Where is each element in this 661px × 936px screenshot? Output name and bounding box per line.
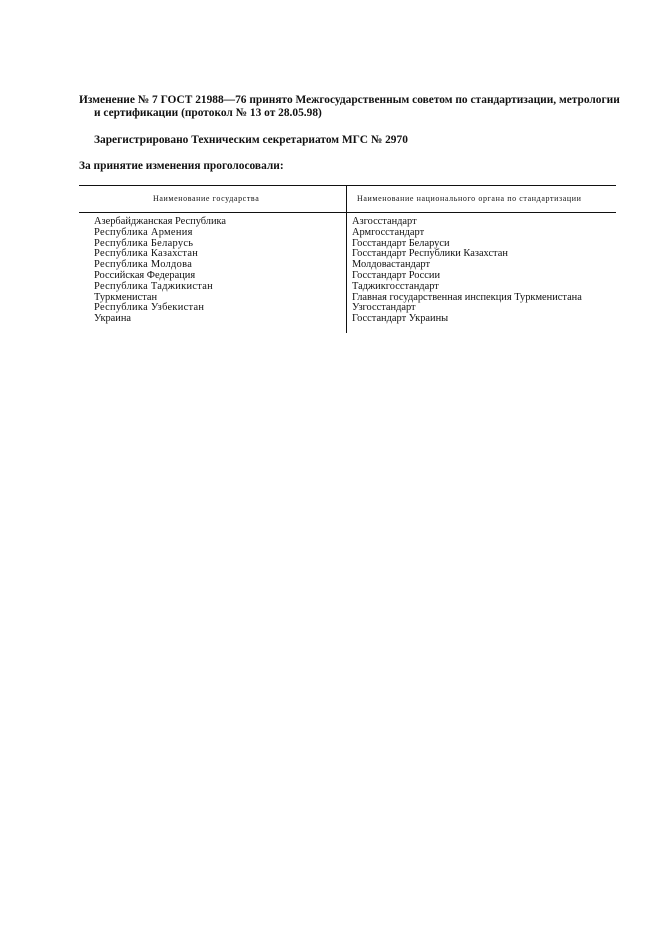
- column-header-state: Наименование государства: [153, 194, 260, 203]
- table-top-rule: [79, 185, 616, 186]
- standards-body-cell: Госстандарт Беларуси: [352, 237, 450, 249]
- standards-body-cell: Армгосстандарт: [352, 226, 425, 238]
- state-cell: Республика Казахстан: [94, 248, 199, 260]
- state-cell: Республика Беларусь: [94, 237, 194, 249]
- standards-body-cell: Азгосстандарт: [352, 216, 417, 227]
- state-cell: Республика Молдова: [94, 259, 193, 271]
- voting-table: [79, 185, 616, 333]
- amendment-heading-line2: и сертификации (протокол № 13 от 28.05.98): [94, 107, 322, 119]
- state-cell: Российская Федерация: [94, 269, 196, 281]
- standards-body-cell: Главная государственная инспекция Туркменистана: [352, 291, 582, 303]
- standards-body-cell: Узгосстандарт: [352, 302, 416, 314]
- state-cell: Украина: [94, 313, 132, 325]
- state-cell: Туркменистан: [94, 291, 158, 303]
- amendment-heading: [79, 94, 624, 120]
- state-cell: Республика Армения: [94, 226, 193, 238]
- registration-note: Зарегистрировано Техническим секретариатом МГС № 2970: [94, 134, 408, 146]
- table-body: [79, 217, 616, 325]
- state-cell: Республика Таджикистан: [94, 280, 214, 292]
- state-cell: Азербайджанская Республика: [94, 216, 227, 227]
- voting-intro: За принятие изменения проголосовали:: [79, 160, 284, 172]
- table-row: [79, 282, 616, 293]
- standards-body-cell: Таджикгосстандарт: [352, 280, 439, 292]
- standards-body-cell: Госстандарт России: [352, 269, 441, 281]
- state-cell: Республика Узбекистан: [94, 302, 205, 314]
- amendment-heading-line1: Изменение № 7 ГОСТ 21988—76 принято Межгосударственным советом по стандартизации, метрологии: [79, 94, 620, 106]
- standards-body-cell: Госстандарт Украины: [352, 313, 449, 325]
- table-row: [79, 228, 616, 239]
- column-header-standards-body: Наименование национального органа по стандартизации: [357, 194, 582, 203]
- standards-body-cell: Молдовастандарт: [352, 259, 431, 271]
- standards-body-cell: Госстандарт Республики Казахстан: [352, 248, 508, 260]
- table-row: [79, 303, 616, 314]
- table-row: [79, 314, 616, 325]
- table-header-rule: [79, 212, 616, 213]
